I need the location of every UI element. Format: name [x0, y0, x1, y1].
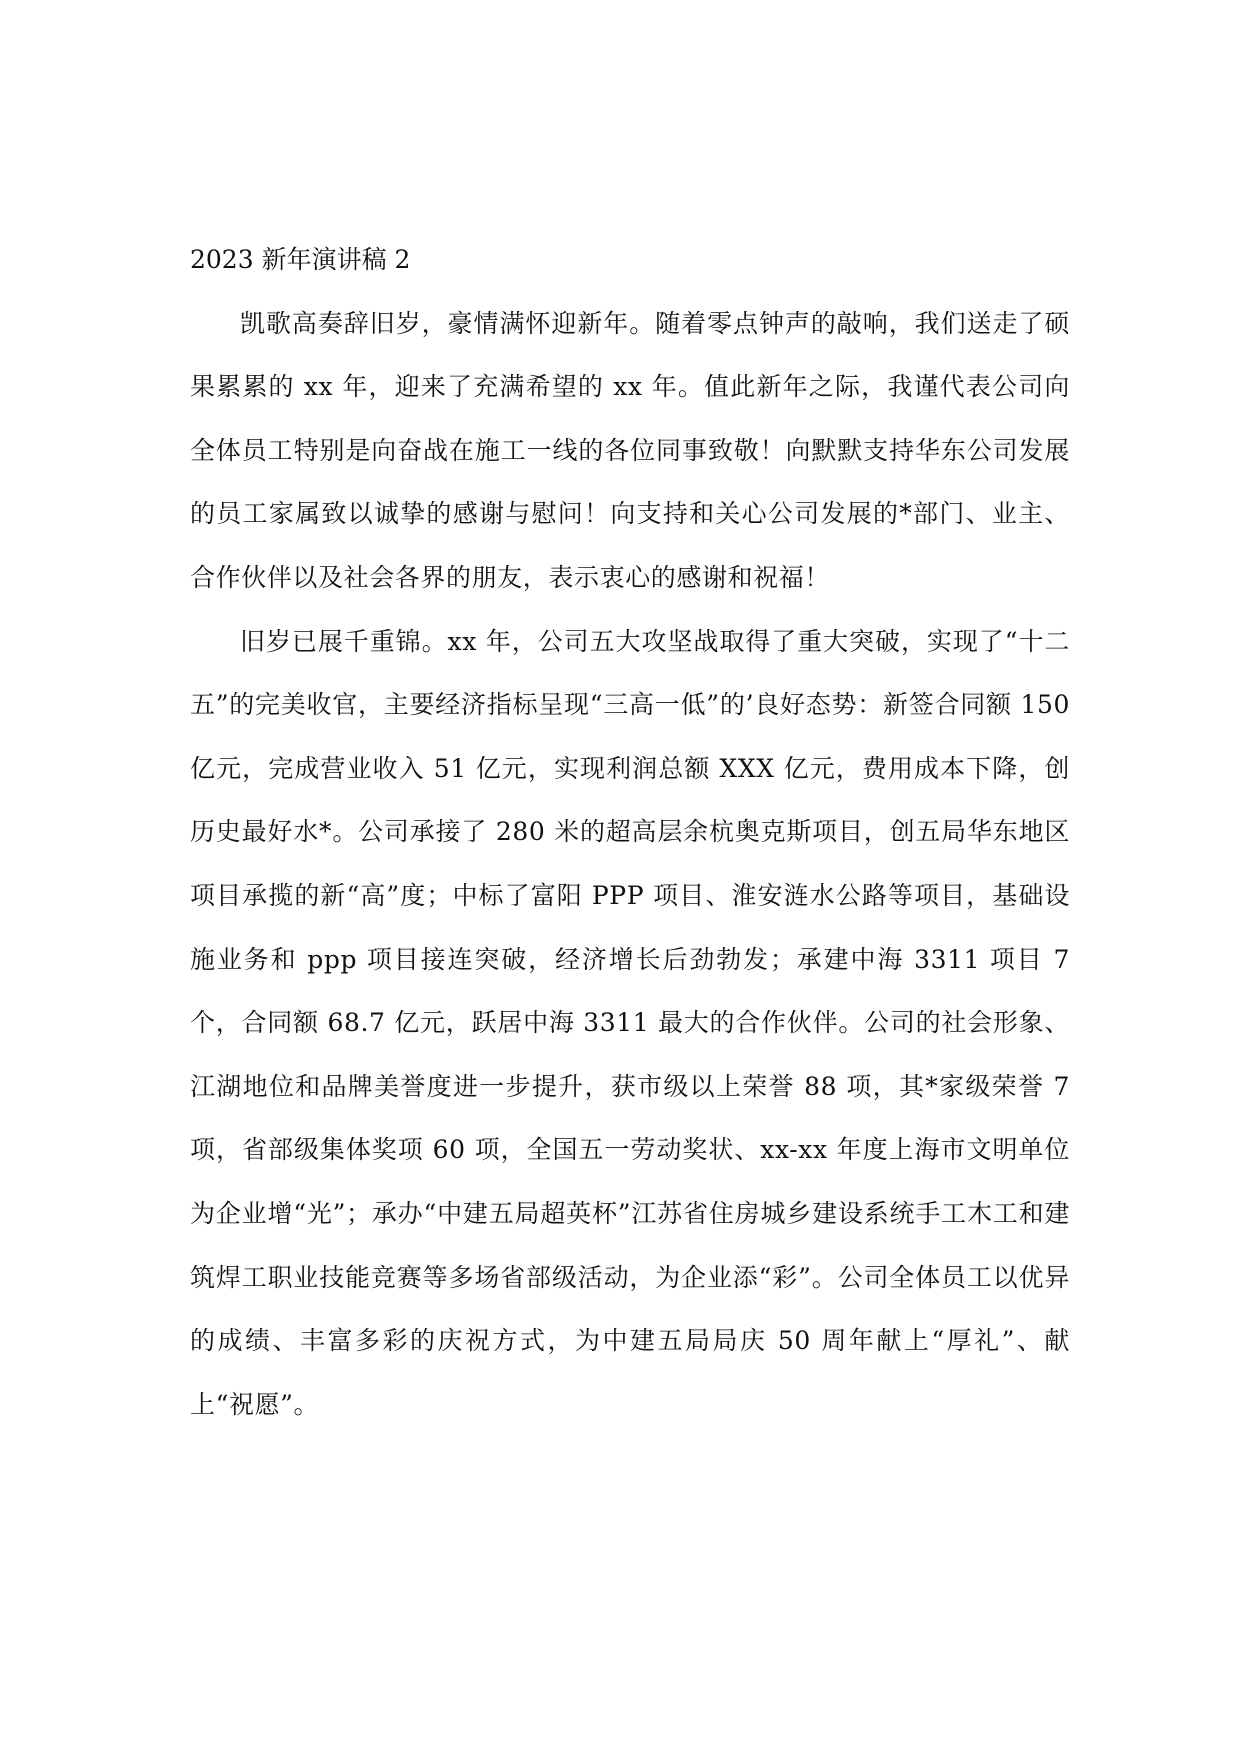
document-title: 2023 新年演讲稿 2 — [190, 245, 411, 274]
paragraph-achievements: 旧岁已展千重锦。xx 年，公司五大攻坚战取得了重大突破，实现了“十二五”的完美收官，主要经济指标呈现“三高一低”的’良好态势：新签合同额 150 亿元，完成营业收入 51 亿元，实现利润总额 XXX 亿元，费用成本下降，创历史最好水*。公司承接了 280 米的超高层余杭奥克斯项目，创五局华东地区项目承揽的新“高”度；中标了富阳 PPP 项目、淮安涟水公路等项目，基础设施业务和 ppp 项目接连突破，经济增长后劲勃发；承建中海 3311 项目 7 个，合同额 68.7 亿元，跃居中海 3311 最大的合作伙伴。公司的社会形象、江湖地位和品牌美誉度进一步提升，获市级以上荣誉 88 项，其*家级荣誉 7 项，省部级集体奖项 60 项，全国五一劳动奖状、xx-xx 年度上海市文明单位为企业增“光”；承办“中建五局超英杯”江苏省住房城乡建设系统手工木工和建筑焊工职业技能竞赛等多场省部级活动，为企业添“彩”。公司全体员工以优异的成绩、丰富多彩的庆祝方式，为中建五局局庆 50 周年献上“厚礼”、献上“祝愿”。 — [190, 626, 1070, 1419]
paragraph-greeting: 凯歌高奏辞旧岁，豪情满怀迎新年。随着零点钟声的敲响，我们送走了硕果累累的 xx 年，迎来了充满希望的 xx 年。值此新年之际，我谨代表公司向全体员工特别是向奋战在施工一线的各位同事致敬！向默默支持华东公司发展的员工家属致以诚挚的感谢与慰问！向支持和关心公司发展的*部门、业主、合作伙伴以及社会各界的朋友，表示衷心的感谢和祝福！ — [190, 308, 1070, 592]
document-body — [190, 228, 1070, 1436]
